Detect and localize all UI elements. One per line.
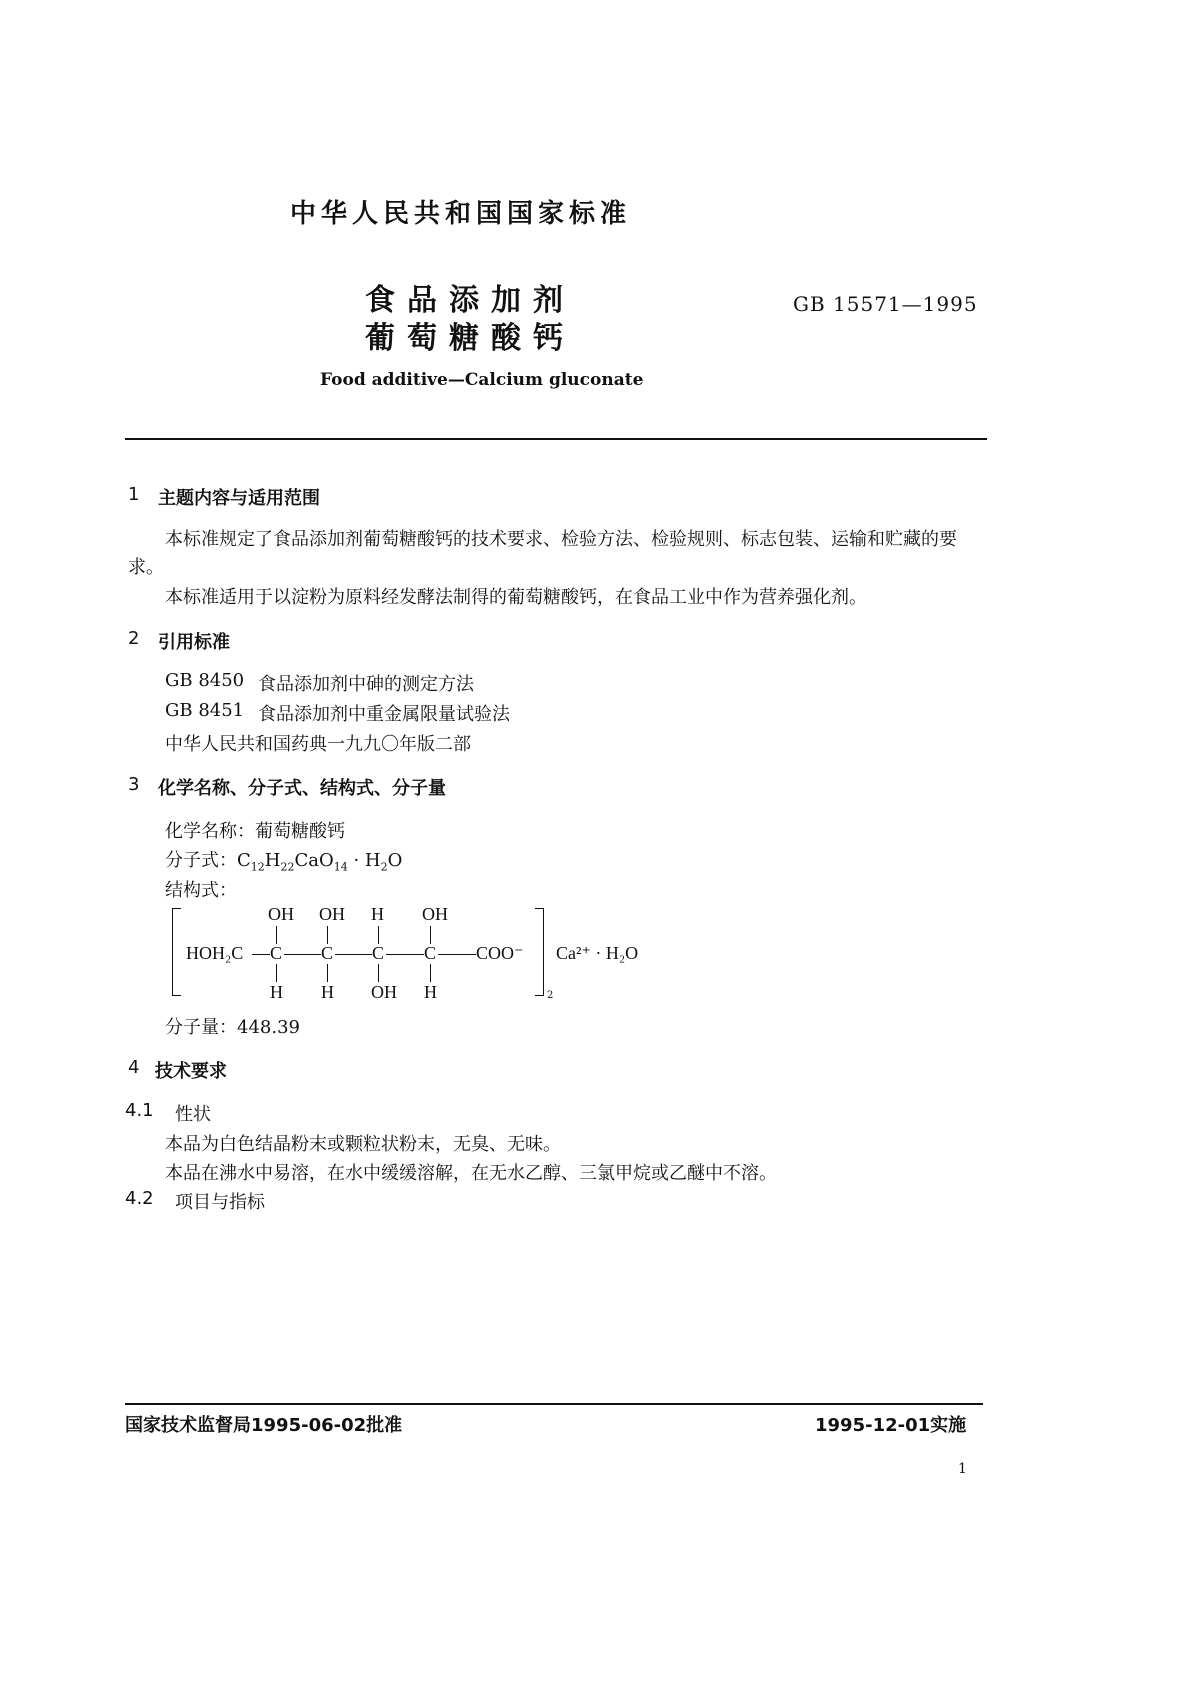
left-bracket — [172, 908, 181, 996]
section-1-para-2: 本标准适用于以淀粉为原料经发酵法制得的葡萄糖酸钙，在食品工业中作为营养强化剂。 — [165, 587, 867, 608]
section-2-number: 2 — [128, 628, 140, 649]
top-group-3: H — [371, 904, 384, 924]
bond-v — [430, 964, 431, 982]
bottom-group-2: H — [321, 982, 334, 1002]
bond-v — [378, 964, 379, 982]
effective-date: 1995-12-01实施 — [815, 1415, 967, 1436]
right-bracket — [535, 908, 544, 996]
carbon-4: C — [424, 943, 437, 963]
ref-1-code: GB 8450 — [165, 670, 245, 691]
main-right-group: COO⁻ — [476, 943, 524, 963]
section-1-title: 主题内容与适用范围 — [158, 488, 320, 509]
formula-label: 分子式： — [165, 850, 237, 871]
section-4-2-number: 4.2 — [125, 1188, 154, 1209]
molecular-formula: 分子式：$C_{12}H_{22}CaO_{14} \cdot H_2O$ — [165, 850, 403, 874]
molecular-weight: 分子量：448.39 — [165, 1017, 300, 1038]
section-1-para-1-line-2: 求。 — [128, 557, 164, 578]
bottom-group-3: OH — [371, 982, 397, 1002]
section-4-2-title: 项目与指标 — [175, 1192, 265, 1213]
section-4-1-number: 4.1 — [125, 1100, 154, 1121]
section-2-title: 引用标准 — [158, 632, 230, 653]
bond-v — [327, 964, 328, 982]
section-1-number: 1 — [128, 484, 140, 505]
bond-h — [438, 954, 476, 955]
bottom-group-1: H — [270, 982, 283, 1002]
ref-2-text: 食品添加剂中重金属限量试验法 — [258, 704, 510, 725]
chemical-name: 化学名称：葡萄糖酸钙 — [165, 821, 345, 842]
top-group-2: OH — [319, 904, 345, 924]
carbon-2: C — [321, 943, 334, 963]
national-standard-heading: 中华人民共和国国家标准 — [290, 199, 632, 229]
section-4-title: 技术要求 — [155, 1061, 227, 1082]
ref-2-code: GB 8451 — [165, 700, 245, 721]
bond-h — [284, 954, 321, 955]
bracket-subscript: 2 — [547, 990, 554, 1001]
approval-date: 国家技术监督局1995-06-02批准 — [125, 1415, 403, 1436]
page-number: 1 — [958, 1461, 967, 1477]
bond-v — [378, 926, 379, 944]
english-title: Food additive—Calcium gluconate — [320, 370, 644, 390]
bottom-group-4: H — [424, 982, 437, 1002]
section-4-1-line-2: 本品在沸水中易溶，在水中缓缓溶解，在无水乙醇、三氯甲烷或乙醚中不溶。 — [165, 1163, 777, 1184]
title-line-1: 食品添加剂 — [365, 283, 575, 318]
title-line-2: 葡萄糖酸钙 — [365, 321, 575, 356]
counter-ion: Ca²⁺ · H₂O — [556, 943, 639, 963]
bond-v — [430, 926, 431, 944]
ref-1-text: 食品添加剂中砷的测定方法 — [258, 674, 474, 695]
section-4-1-line-1: 本品为白色结晶粉末或颗粒状粉末，无臭、无味。 — [165, 1134, 561, 1155]
bond-v — [327, 926, 328, 944]
structure-label: 结构式： — [165, 880, 237, 901]
top-group-4: OH — [422, 904, 448, 924]
bond-h — [335, 954, 372, 955]
bond-v — [276, 926, 277, 944]
ref-3-text: 中华人民共和国药典一九九〇年版二部 — [165, 734, 471, 755]
top-group-1: OH — [268, 904, 294, 924]
carbon-3: C — [372, 943, 385, 963]
section-4-1-title: 性状 — [175, 1104, 211, 1125]
section-3-title: 化学名称、分子式、结构式、分子量 — [158, 778, 446, 799]
standard-number: GB 15571—1995 — [793, 292, 978, 316]
main-left-group: HOH₂C — [186, 943, 244, 963]
section-3-number: 3 — [128, 774, 140, 795]
footer-rule — [125, 1403, 983, 1405]
bond-h — [252, 954, 270, 955]
bond-v — [276, 964, 277, 982]
carbon-1: C — [270, 943, 283, 963]
section-1-para-1-line-1: 本标准规定了食品添加剂葡萄糖酸钙的技术要求、检验方法、检验规则、标志包装、运输和贮藏的要 — [165, 529, 957, 550]
section-4-number: 4 — [128, 1057, 140, 1078]
bond-h — [386, 954, 424, 955]
header-rule — [125, 438, 987, 440]
